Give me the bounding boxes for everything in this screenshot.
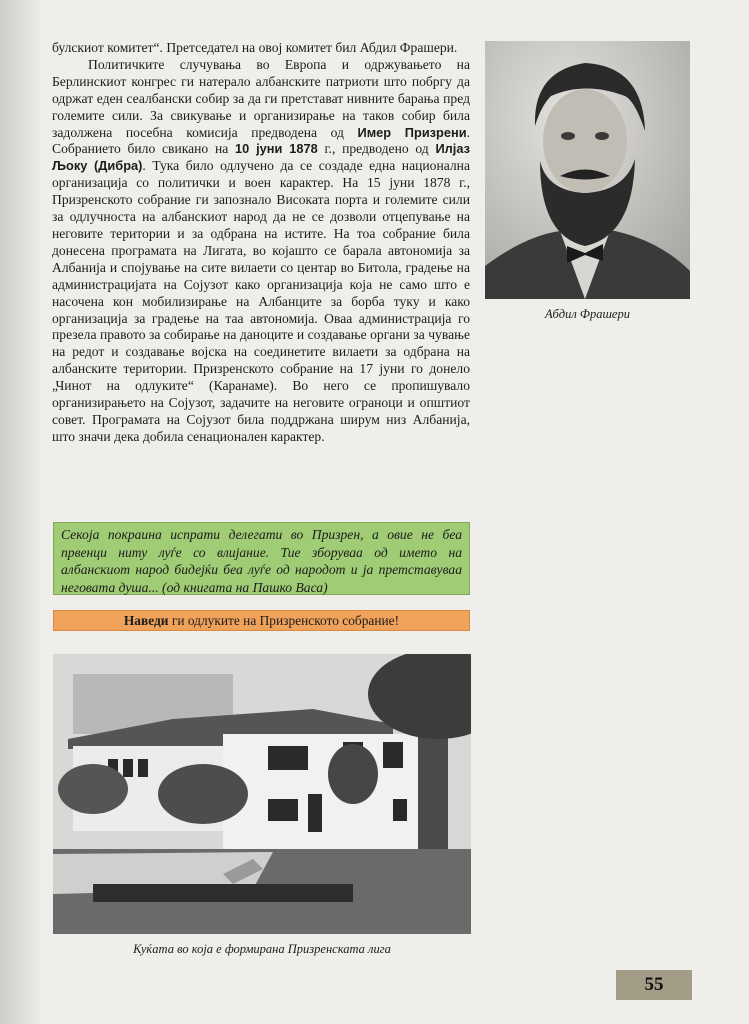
portrait-caption: Абдил Фрашери (545, 307, 630, 321)
bold-name: Илјаз Љоку (Дибра) (52, 141, 470, 174)
bold-date: 10 јуни 1878 (235, 141, 318, 157)
quote-box: Секоја покраина испрати делегати во Призрен, а овие не беа првенци ниту луѓе со влијание. Тие зборуваа од името на албанскиот народ бидејќи беа луѓе од народот и ја претставуваа неговата душа... (од книгата на Пашко Васа) (53, 522, 470, 595)
paragraph-2 (52, 57, 470, 446)
bold-name: Имер Призрени (357, 124, 467, 140)
paragraph-1: булскиот комитет“. Претседател на овој комитет бил Абдил Фрашери. (52, 40, 458, 55)
text-run: Политичките случувања во Европа и одржувањето на Берлинскиот конгрес ги натерало албанските патриоти што побргу да одржат еден сеалбански собир за да ги претстават нивните барања пред големите сили. За свикување и организирање на таков собир била задолжена посебна комисија предводена од (52, 56, 470, 140)
page-gutter (0, 0, 40, 1024)
house-caption: Куќата во која е формирана Призренската лига (133, 942, 391, 956)
page-number: 55 (616, 970, 692, 1000)
text-run: г., предводено од (317, 141, 436, 157)
text-run: . Тука било одлучено да се создаде една национална организација со политички и воен карактер. На 15 јуни 1878 г., Призренското собрание ги запознало Високата порта и големите сили за одлучноста на албанскиот народ да не се дозволи отцепување на неговите територии и за одбрана на истите. На тоа собрание била донесена програмата на Лигата, во којашто се барала автономија за Албанија и спојување на сите вилаети со центар во Битола, градење на администрацијата на Сојузот како организација која не само што е насочена кон мобилизирање на Албанците за борба туку и како организација за градење на таа автономија. Оваа администрација го презела правото за собирање на даноците и создавање органи за чување на редот и создавање војска на соединетите вилаети за одбрана на албанските територии. Призренското собрание на 17 јуни го донело „Чинот на одлуките“ (Каранаме). Во него се пропишувало организирањето на Сојузот, задачите на неговите ограноци и општиот совет. Програмата на Сојузот била поддржана ширум низ Албанија, што значи дека добила сенационален карактер. (52, 158, 470, 444)
task-verb: Наведи (123, 613, 169, 628)
house-photo (53, 654, 471, 934)
task-text: ги одлуките на Призренското собрание! (168, 613, 400, 628)
task-box (53, 610, 470, 631)
body-text (52, 40, 470, 446)
portrait-photo (485, 41, 690, 299)
text-run: . Собранието било свикано на (52, 124, 470, 157)
